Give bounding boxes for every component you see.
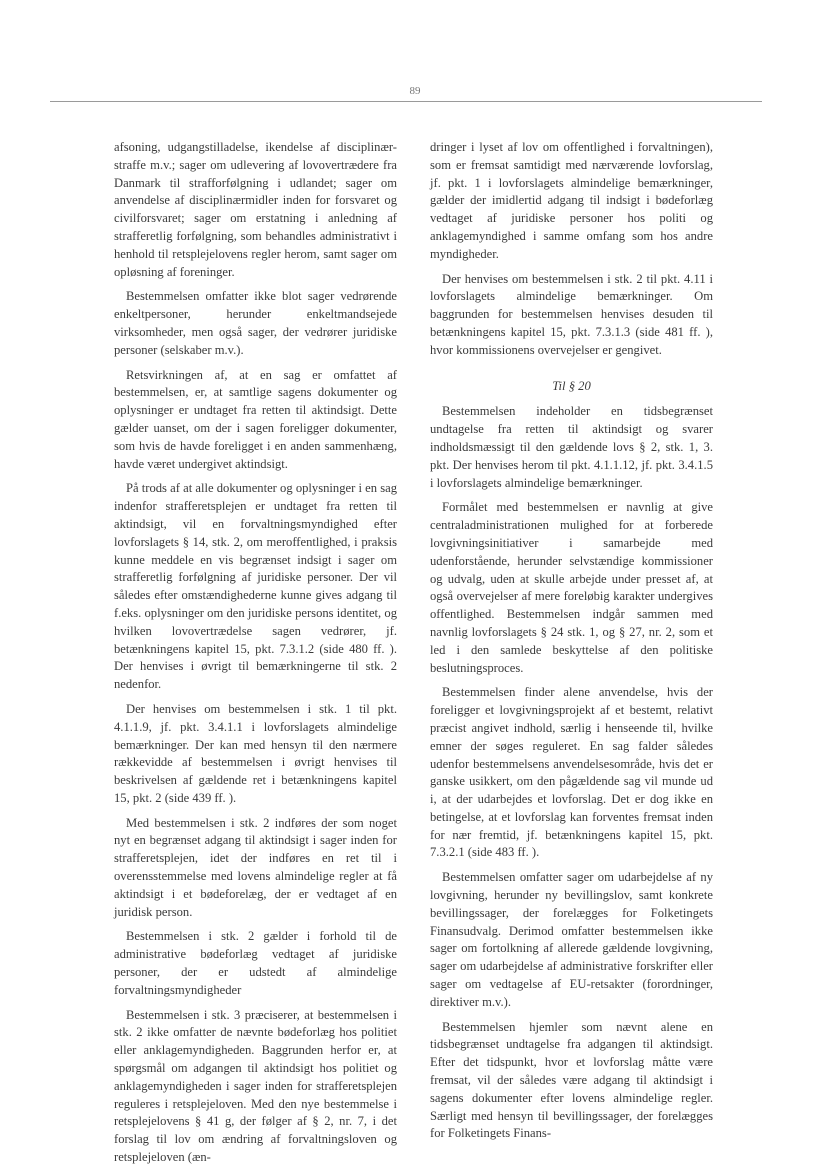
left-paragraph-2: Bestemmelsen omfatter ikke blot sager vedrørende enkeltpersoner, herunder enkeltmandsejede virksomheder, men også sager, der vedrører juridiske personer (selskaber m.v.).: [114, 289, 397, 357]
left-paragraph-5: Der henvises om bestemmelsen i stk. 1 til pkt. 4.1.1.9, jf. pkt. 3.4.1.1 i lovforslagets almindelige bemærkninger. Der kan med hensyn til den nærmere rækkevidde af bestemmelsen i øvrigt henvises til beskrivelsen af gældende ret i betænkningens kapitel 15, pkt. 2 (side 439 ff. ).: [114, 701, 397, 805]
right-paragraph-4: Formålet med bestemmelsen er navnlig at give centraladministrationen mulighed for at forberede lovgivningsinitiativer i samarbejde med udenforstående, herunder selvstændige kommissioner og udvalg, uden at skulle arbejde under presset af, at også overvejelser af mere foreløbig karakter undergives offentlighed. Bestemmelsen indgår sammen med navnlig lovforslagets § 24 stk. 1, og § 27, nr. 2, som et led i den samlede beskyttelse af den politiske beslutningsproces.: [430, 500, 713, 675]
right-paragraph-6: Bestemmelsen omfatter sager om udarbejdelse af ny lovgivning, herunder ny bevillingslov, samt konkrete bevillingssager, der forelægges for Folketingets Finansudvalg. Derimod omfatter bestemmelsen ikke sager om fortolkning af allerede gældende lovgivning, sager om udarbejdelse af administrative forskrifter eller sager om vedtagelse af EU-retsakter (forordninger, direktiver m.v.).: [430, 870, 713, 1009]
right-paragraph-5: Bestemmelsen finder alene anvendelse, hvis der foreligger et lovgivningsprojekt af et bestemt, relativt præcist angivet indhold, særlig i henseende til, hvilke emner der søges reguleret. En sag falder således udenfor bestemmelsens anvendelsesområde, hvis det er ganske usikkert, om den pågældende sag vil munde ud i, at der udarbejdes et lovforslag. Det er dog ikke en betingelse, at et lovforslag kan forventes fremsat inden for nær fremtid, jf. betænkningens kapitel 15, pkt. 7.3.2.1 (side 483 ff. ).: [430, 685, 713, 860]
right-paragraph-3: Bestemmelsen indeholder en tidsbegrænset undtagelse fra retten til aktindsigt og svarer indholdsmæssigt til den gældende lovs § 2, stk. 1, 3. pkt. Der henvises herom til pkt. 4.1.1.12, jf. pkt. 3.4.1.5 i lovforslagets almindelige bemærkninger.: [430, 404, 713, 490]
left-paragraph-3: Retsvirkningen af, at en sag er omfattet af bestemmelsen, er, at samtlige sagens dokumenter og oplysninger er undtaget fra retten til aktindsigt. Dette gælder uanset, om der i sagen foreligger dokumenter, som hvis de havde foreligget i en anden sammenhæng, havde været undergivet aktindsigt.: [114, 367, 397, 471]
header-rule: [50, 101, 762, 102]
left-paragraph-1: afsoning, udgangstilladelse, ikendelse af disciplinær-straffe m.v.; sager om udlevering af lovovertrædere fra Danmark til strafforfølgning i udlandet; sager om anvendelse af disciplinærmidler inden for forsvaret og civilforsvaret; sager om erstatning i anledning af strafferetlig forfølgning, som behandles administrativt i henhold til retsplejelovens regler herom, samt sager om opløsning af foreninger.: [114, 140, 397, 279]
right-paragraph-2: Der henvises om bestemmelsen i stk. 2 til pkt. 4.11 i lovforslagets almindelige bemærkninger. Om baggrunden for bestemmelsen henvises desuden til betænkningens kapitel 15, pkt. 7.3.1.3 (side 481 ff. ), hvor kommissionens overvejelser er gengivet.: [430, 271, 713, 357]
left-paragraph-6: Med bestemmelsen i stk. 2 indføres der som noget nyt en begrænset adgang til aktindsigt i sager inden for strafferetsplejen, idet der indføres en ret til i overensstemmelse med lovens almindelige regler at få aktindsigt i et bødeforelæg, der er vedtaget af en juridisk person.: [114, 815, 397, 919]
section-heading: Til § 20: [552, 378, 591, 393]
right-column: [430, 139, 713, 1150]
left-paragraph-8: Bestemmelsen i stk. 3 præciserer, at bestemmelsen i stk. 2 ikke omfatter de nævnte bødeforlæg hos politiet eller anklagemyndigheden. Baggrunden herfor er, at spørgsmål om adgangen til aktindsigt hos politiet og anklagemyndigheden i sager inden for strafferetsplejen reguleres i retsplejeloven. Med den nye bestemmelse i retsplejelovens § 41 g, der følger af § 2, nr. 7, i det forslag til lov om ændring af forvaltningsloven og retsplejeloven (æn-: [114, 1007, 397, 1165]
right-paragraph-7: Bestemmelsen hjemler som nævnt alene en tidsbegrænset undtagelse fra adgangen til aktindsigt. Efter det tidspunkt, hvor et lovforslag måtte være fremsat, vil der således være adgang til aktindsigt i sagens dokumenter efter lovens almindelige regler. Særligt med hensyn til bevillingssager, der forelægges for Folketingets Finans-: [430, 1019, 713, 1141]
right-paragraph-1: dringer i lyset af lov om offentlighed i forvaltningen), som er fremsat samtidigt med nærværende lovforslag, jf. pkt. 1 i lovforslagets almindelige bemærkninger, gælder der imidlertid adgang til indsigt i bødeforlæg vedtaget af juridiske personer hos politi og anklagemyndighed i samme omfang som hos andre myndigheder.: [430, 140, 713, 261]
left-column: [114, 139, 397, 1174]
left-paragraph-4: På trods af at alle dokumenter og oplysninger i en sag indenfor strafferetsplejen er undtaget fra retten til aktindsigt, vil en forvaltningsmyndighed efter lovforslagets § 14, stk. 2, om meroffentlighed, i praksis kunne meddele en vis begrænset indsigt i sager om strafferetlig forfølgning af juridiske personer. Der vil således efter omstændighederne kunne gives adgang til f.eks. oplysninger om den juridiske persons identitet, og hvilken lovovertrædelse sagen vedrører, jf. betænkningens kapitel 15, pkt. 7.3.1.2 (side 480 ff. ). Der henvises i øvrigt til bemærkningerne til stk. 2 nedenfor.: [114, 481, 397, 692]
page-number: 89: [409, 85, 421, 97]
left-paragraph-7: Bestemmelsen i stk. 2 gælder i forhold til de administrative bødeforlæg vedtaget af juridiske personer, der er udstedt af almindelige forvaltningsmyndigheder: [114, 929, 397, 997]
